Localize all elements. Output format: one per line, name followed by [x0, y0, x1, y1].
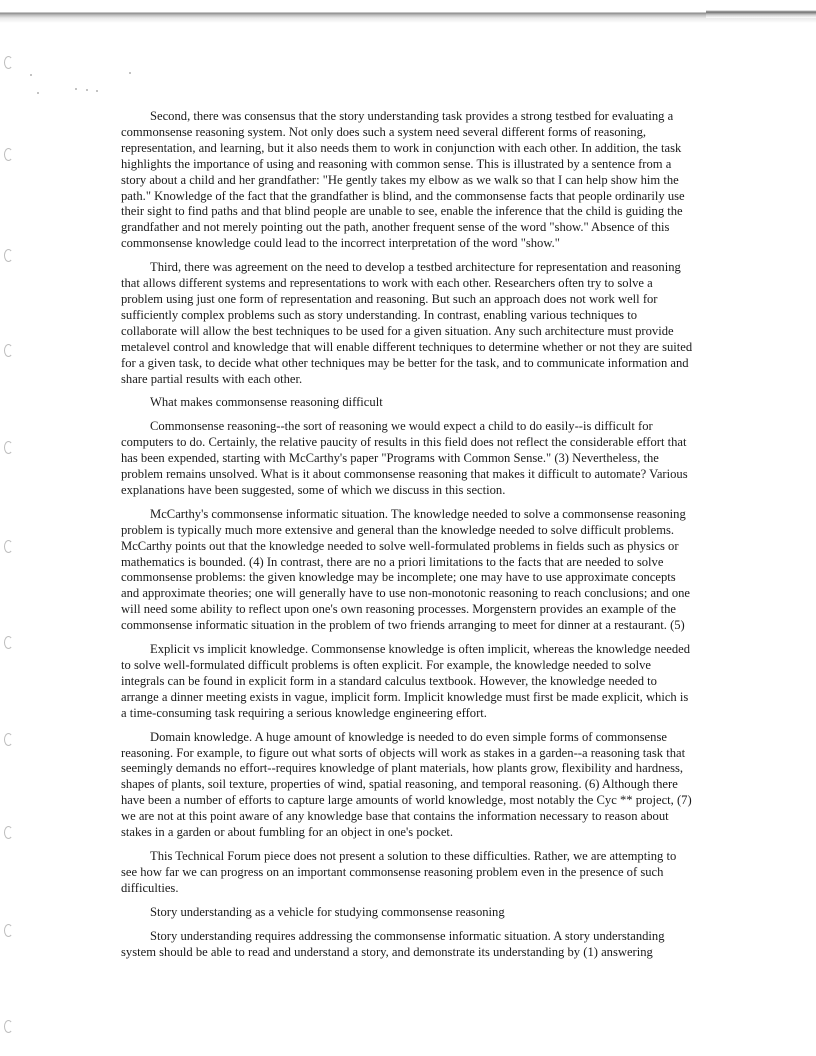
scan-top-edge-right [706, 10, 816, 18]
scan-speck [129, 72, 131, 74]
binder-hole [4, 441, 13, 454]
document-body [121, 109, 693, 968]
binder-hole [4, 540, 13, 553]
section-heading-difficulty: What makes commonsense reasoning difficult [150, 395, 383, 410]
section-heading-story-understanding: Story understanding as a vehicle for studying commonsense reasoning [150, 904, 505, 919]
paragraph-explicit-implicit: Explicit vs implicit knowledge. Commonsense knowledge is often implicit, whereas the knowledge needed to solve well-formulated difficult problems is often explicit. For example, the knowledge needed to solve integrals can be found in explicit form in a standard calculus textbook. However, the knowledge needed to arrange a dinner meeting exists in vague, implicit form. Implicit knowledge must first be made explicit, which is a time-consuming task requiring a serious knowledge engineering effort. [121, 642, 691, 720]
binder-hole [4, 733, 13, 746]
scan-speck [96, 90, 98, 92]
binder-hole [4, 826, 13, 839]
binder-hole [4, 344, 13, 357]
paragraph-technical-forum: This Technical Forum piece does not present a solution to these difficulties. Rather, we are attempting to see how far we can progress on an important commonsense reasoning problem even in the presence of such difficulties. [121, 848, 677, 895]
paragraph-informatic-situation: McCarthy's commonsense informatic situation. The knowledge needed to solve a commonsense reasoning problem is typically much more extensive and general than the knowledge needed to solve difficult problems. McCarthy points out that the knowledge needed to solve well-formulated problems in fields such as physics or mathematics is bounded. (4) In contrast, there are no a priori limitations to the facts that are needed to solve commonsense problems: the given knowledge may be incomplete; one may have to use approximate concepts and approximate theories; one will generally have to use non-monotonic reasoning to reach conclusions; and one will need some ability to reflect upon one's own reasoning processes. Morgenstern provides an example of the commonsense informatic situation in the problem of two friends arranging to meet for dinner at a restaurant. (5) [121, 506, 691, 633]
binder-hole [4, 249, 13, 262]
scan-speck [37, 92, 39, 94]
paragraph-commonsense-difficult: Commonsense reasoning--the sort of reasoning we would expect a child to do easily--is difficult for computers to do. Certainly, the relative paucity of results in this field does not reflect the considerable effort that has been expended, starting with McCarthy's paper "Programs with Common Sense." (3) Nevertheless, the problem remains unsolved. What is it about commonsense reasoning that makes it difficult to automate? Various explanations have been suggested, some of which we discuss in this section. [121, 419, 688, 497]
binder-hole [4, 56, 13, 69]
binder-hole [4, 636, 13, 649]
paragraph-domain-knowledge: Domain knowledge. A huge amount of knowledge is needed to do even simple forms of commonsense reasoning. For example, to figure out what sorts of objects will work as stakes in a garden--a reasoning task that seemingly demands no effort--requires knowledge of plant materials, how plants grow, flexibility and hardness, shapes of plants, soil texture, properties of wind, spatial reasoning, and temporal reasoning. (6) Although there have been a number of efforts to capture large amounts of world knowledge, most notably the Cyc ** project, (7) we are not at this point aware of any knowledge base that contains the information necessary to reason about stakes in a garden or about fumbling for an object in one's pocket. [121, 729, 692, 840]
paragraph-story-understanding: Story understanding requires addressing the commonsense informatic situation. A story understanding system should be able to read and understand a story, and demonstrate its understanding by (1) answering [121, 928, 665, 959]
scan-speck [30, 74, 32, 76]
binder-hole [4, 924, 13, 937]
scan-speck [75, 88, 77, 90]
scan-speck [86, 89, 88, 91]
binder-hole [4, 148, 13, 161]
paragraph-testbed-architecture: Third, there was agreement on the need to develop a testbed architecture for representation and reasoning that allows different systems and representations to work with each other. Researchers often try to solve a problem using just one form of representation and reasoning. But such an approach does not work well for sufficiently complex problems such as story understanding. In contrast, enabling various techniques to collaborate will allow the best techniques to be used for a given situation. Any such architecture must provide metalevel control and knowledge that will enable different techniques to determine whether or not they are suited for a given task, to decide what other techniques may be better for the task, and to communicate information and share partial results with each other. [121, 260, 693, 386]
paragraph-consensus-testbed: Second, there was consensus that the story understanding task provides a strong testbed for evaluating a commonsense reasoning system. Not only does such a system need several different forms of reasoning, representation, and learning, but it also needs them to work in conjunction with each other. In addition, the task highlights the importance of using and reasoning with common sense. This is illustrated by a sentence from a story about a child and her grandfather: "He gently takes my elbow as we walk so that I can help show him the path." Knowledge of the fact that the grandfather is blind, and the commonsense facts that people ordinarily use their sight to find paths and that blind people are unable to see, enable the inference that the child is guiding the grandfather and not merely pointing out the path, another frequent sense of the word "show." Absence of this commonsense knowledge could lead to the incorrect interpretation of the word "show." [121, 109, 685, 251]
binder-hole [4, 1020, 13, 1033]
scan-top-edge [0, 0, 816, 24]
